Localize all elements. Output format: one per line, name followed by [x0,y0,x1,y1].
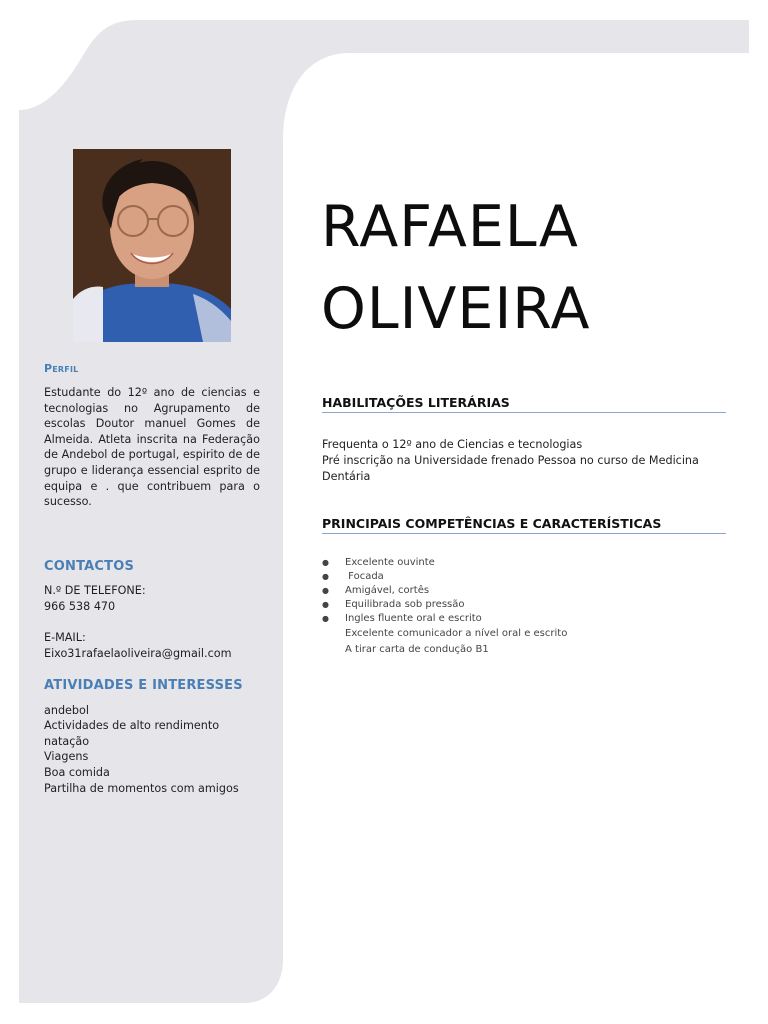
habilitacoes-line: Pré inscrição na Universidade frenado Pessoa no curso de Medicina Dentária [322,454,699,483]
interest-item: Partilha de momentos com amigos [44,782,239,795]
interest-item: natação [44,735,90,748]
profile-photo [73,149,231,342]
list-item [322,556,727,570]
competencias-heading: PRINCIPAIS COMPETÊNCIAS E CARACTERÍSTICAS [322,516,726,534]
competencia-extra: A tirar carta de condução B1 [345,644,489,655]
habilitacoes-text [322,437,727,485]
phone-label: N.º DE TELEFONE: [44,584,146,597]
list-item-label: Excelente ouvinte [345,557,435,568]
list-item [322,612,727,626]
habilitacoes-heading: HABILITAÇÕES LITERÁRIAS [322,395,726,413]
interest-item: andebol [44,704,89,717]
list-item [322,584,727,598]
list-item [322,570,727,584]
list-item-label: Ingles fluente oral e escrito [345,613,482,624]
habilitacoes-line: Frequenta o 12º ano de Ciencias e tecnologias [322,438,583,451]
email-value[interactable]: Eixo31rafaelaoliveira@gmail.com [44,647,232,660]
perfil-heading: Perfil [44,362,79,375]
bullet-icon: ● [322,600,329,609]
interest-item: Viagens [44,750,89,763]
bullet-icon: ● [322,586,329,595]
list-item-label: Focada [345,571,384,582]
bullet-icon: ● [322,572,329,581]
perfil-text: Estudante do 12º ano de ciencias e tecnologias no Agrupamento de escolas Doutor manuel Gomes de Almeida. Atleta inscrita na Federação de Andebol de portugal, espirito de de grupo e liderança essencial esprito de equipa e . que contribuem para o sucesso. [44,386,260,509]
contactos-heading: CONTACTOS [44,559,135,574]
bullet-icon: ● [322,558,329,567]
interest-item: Boa comida [44,766,110,779]
phone-value: 966 538 470 [44,600,116,613]
competencia-extra: Excelente comunicador a nível oral e escrito [345,628,568,639]
bullet-icon: ● [322,614,329,623]
email-label: E-MAIL: [44,631,86,644]
atividades-heading: ATIVIDADES E INTERESSES [44,678,243,693]
interest-item: Actividades de alto rendimento [44,719,220,732]
last-name: OLIVEIRA [321,276,591,342]
list-item [322,598,727,612]
list-item-label: Amigável, cortês [345,585,430,596]
first-name: RAFAELA [321,194,579,260]
competencias-list [322,556,727,626]
list-item-label: Equilibrada sob pressão [345,599,465,610]
